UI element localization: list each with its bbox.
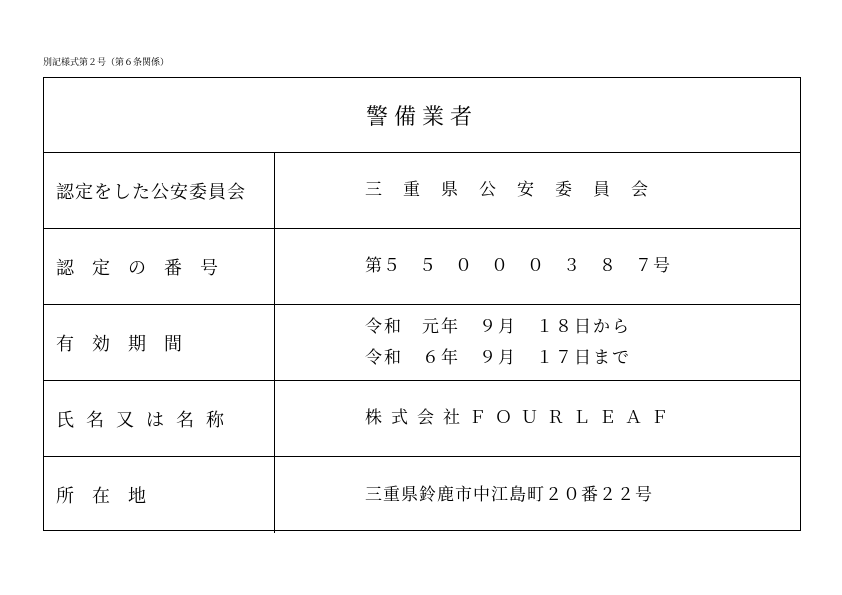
value-text: 第５ ５ ０ ０ ０ ３ ８ ７号 xyxy=(365,256,671,276)
form-caption: 別記様式第２号（第６条関係） xyxy=(43,58,170,68)
label-address xyxy=(44,457,275,533)
validity-start: 令和 元年 ９月 １８日から xyxy=(365,316,631,337)
label-validity-period xyxy=(44,305,275,380)
label-certification-number xyxy=(44,229,275,304)
label-text: 氏名又は名称 xyxy=(56,409,236,431)
label-text: 所 在 地 xyxy=(56,486,146,507)
label-text: 認定をした公安委員会 xyxy=(56,181,246,203)
row-address xyxy=(44,457,800,533)
row-name xyxy=(44,381,800,457)
value-validity-period xyxy=(365,305,631,380)
label-certifying-commission xyxy=(44,153,275,228)
value-certification-number xyxy=(365,229,671,304)
value-text: 三重県鈴鹿市中江島町２０番２２号 xyxy=(365,484,653,505)
label-name xyxy=(44,381,275,456)
document-title: 警備業者 xyxy=(44,78,800,153)
certificate-table xyxy=(43,77,801,531)
validity-end: 令和 ６年 ９月 １７日まで xyxy=(365,347,631,368)
value-text: 株式会社ＦＯＵＲＬＥＡＦ xyxy=(365,408,677,428)
label-text: 有 効 期 間 xyxy=(56,333,182,355)
row-certifying-commission xyxy=(44,153,800,229)
row-validity-period xyxy=(44,305,800,381)
row-certification-number xyxy=(44,229,800,305)
label-text: 認 定 の 番 号 xyxy=(56,257,218,279)
value-text: 三 重 県 公 安 委 員 会 xyxy=(365,180,650,200)
value-address xyxy=(365,457,653,533)
value-certifying-commission xyxy=(365,153,650,228)
value-name xyxy=(365,381,677,456)
